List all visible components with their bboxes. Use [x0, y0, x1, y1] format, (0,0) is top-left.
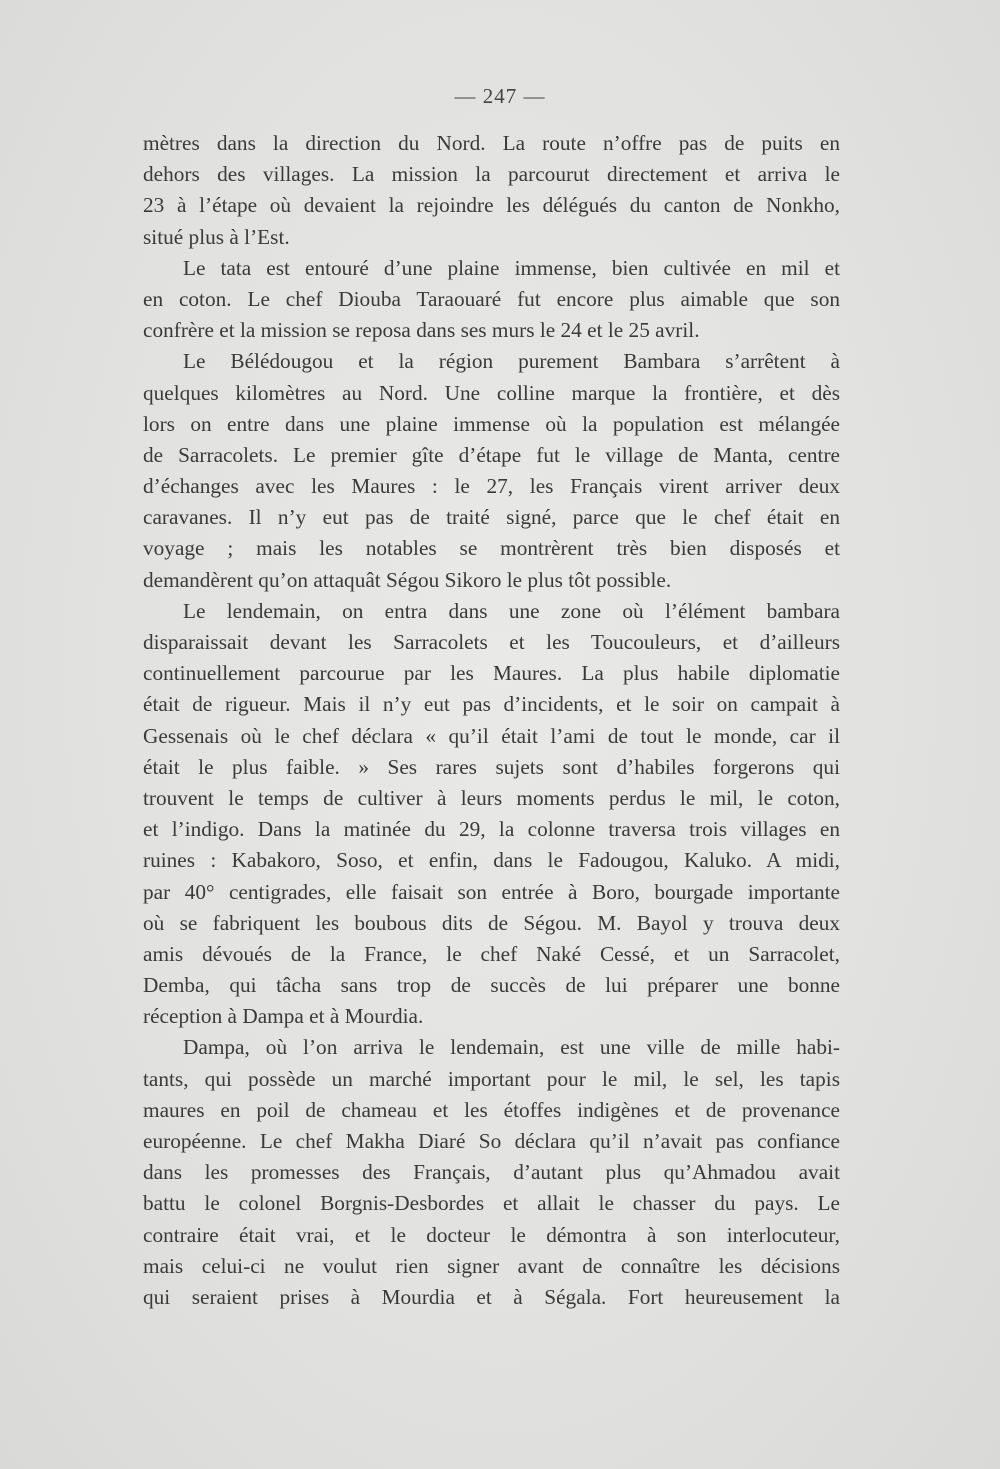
text-line: situé plus à l’Est. [143, 224, 290, 249]
text-line: Dampa, où l’on arriva le lendemain, est une ville de mille habi- [183, 1035, 840, 1060]
text-line: confrère et la mission se reposa dans ses murs le 24 et le 25 avril. [143, 318, 700, 343]
text-line: réception à Dampa et à Mourdia. [143, 1004, 424, 1029]
text-line: par 40° centigrades, elle faisait son entrée à Boro, bourgade importante [143, 879, 840, 904]
text-line: battu le colonel Borgnis-Desbordes et allait le chasser du pays. Le [143, 1191, 840, 1216]
text-line: mètres dans la direction du Nord. La route n’offre pas de puits en [143, 131, 840, 155]
paragraph-3 [143, 346, 840, 596]
text-line: demandèrent qu’on attaquât Ségou Sikoro le plus tôt possible. [143, 567, 672, 592]
text-line: caravanes. Il n’y eut pas de traité signé, parce que le chef était en [143, 505, 840, 530]
text-line: Demba, qui tâcha sans trop de succès de lui préparer une bonne [143, 973, 840, 998]
text-line: était de rigueur. Mais il n’y eut pas d’incidents, et le soir on campait à [143, 692, 840, 717]
text-line: Gessenais où le chef déclara « qu’il était l’ami de tout le monde, car il [143, 723, 840, 748]
text-line: en coton. Le chef Diouba Taraouaré fut encore plus aimable que son [143, 286, 840, 311]
text-line: de Sarracolets. Le premier gîte d’étape fut le village de Manta, centre [143, 442, 840, 467]
text-line: 23 à l’étape où devaient la rejoindre les délégués du canton de Nonkho, [143, 193, 840, 218]
text-line: européenne. Le chef Makha Diaré So déclara qu’il n’avait pas confiance [143, 1129, 840, 1153]
text-line: dehors des villages. La mission la parcourut directement et arriva le [143, 162, 840, 187]
text-line: trouvent le temps de cultiver à leurs moments perdus le mil, le coton, [143, 785, 840, 810]
text-line: continuellement parcourue par les Maures. La plus habile diplomatie [143, 661, 840, 686]
text-line: disparaissait devant les Sarracolets et les Toucouleurs, et d’ailleurs [143, 630, 840, 654]
paragraph-4 [143, 596, 840, 1033]
text-line: qui seraient prises à Mourdia et à Ségala. Fort heureusement la [143, 1284, 840, 1309]
text-line: ruines : Kabakoro, Soso, et enfin, dans le Fadougou, Kaluko. A midi, [143, 848, 840, 873]
text-line: où se fabriquent les boubous dits de Ségou. M. Bayol y trouva deux [143, 910, 840, 935]
text-line: voyage ; mais les notables se montrèrent très bien disposés et [143, 536, 840, 561]
text-line: mais celui-ci ne voulut rien signer avant de connaître les décisions [143, 1253, 840, 1278]
text-line: maures en poil de chameau et les étoffes indigènes et de provenance [143, 1097, 840, 1122]
page-number: — 247 — [454, 84, 546, 108]
text-line: et l’indigo. Dans la matinée du 29, la colonne traversa trois villages en [143, 817, 840, 842]
text-line: quelques kilomètres au Nord. Une colline marque la frontière, et dès [143, 380, 840, 405]
body-text [143, 128, 840, 1313]
text-line: tants, qui possède un marché important pour le mil, le sel, les tapis [143, 1066, 840, 1091]
text-line: d’échanges avec les Maures : le 27, les Français virent arriver deux [143, 474, 840, 499]
paragraph-1 [143, 128, 840, 253]
paragraph-5 [143, 1032, 840, 1313]
text-line: Le tata est entouré d’une plaine immense, bien cultivée en mil et [183, 255, 840, 280]
paragraph-2 [143, 253, 840, 347]
text-line: Le Bélédougou et la région purement Bambara s’arrêtent à [183, 349, 840, 374]
text-line: lors on entre dans une plaine immense où la population est mélangée [143, 411, 840, 436]
text-line: Le lendemain, on entra dans une zone où l’élément bambara [183, 598, 840, 623]
text-line: amis dévoués de la France, le chef Naké Cessé, et un Sarracolet, [143, 941, 840, 966]
text-line: était le plus faible. » Ses rares sujets sont d’habiles forgerons qui [143, 754, 840, 779]
text-line: dans les promesses des Français, d’autant plus qu’Ahmadou avait [143, 1160, 840, 1185]
text-line: contraire était vrai, et le docteur le démontra à son interlocuteur, [143, 1222, 840, 1247]
